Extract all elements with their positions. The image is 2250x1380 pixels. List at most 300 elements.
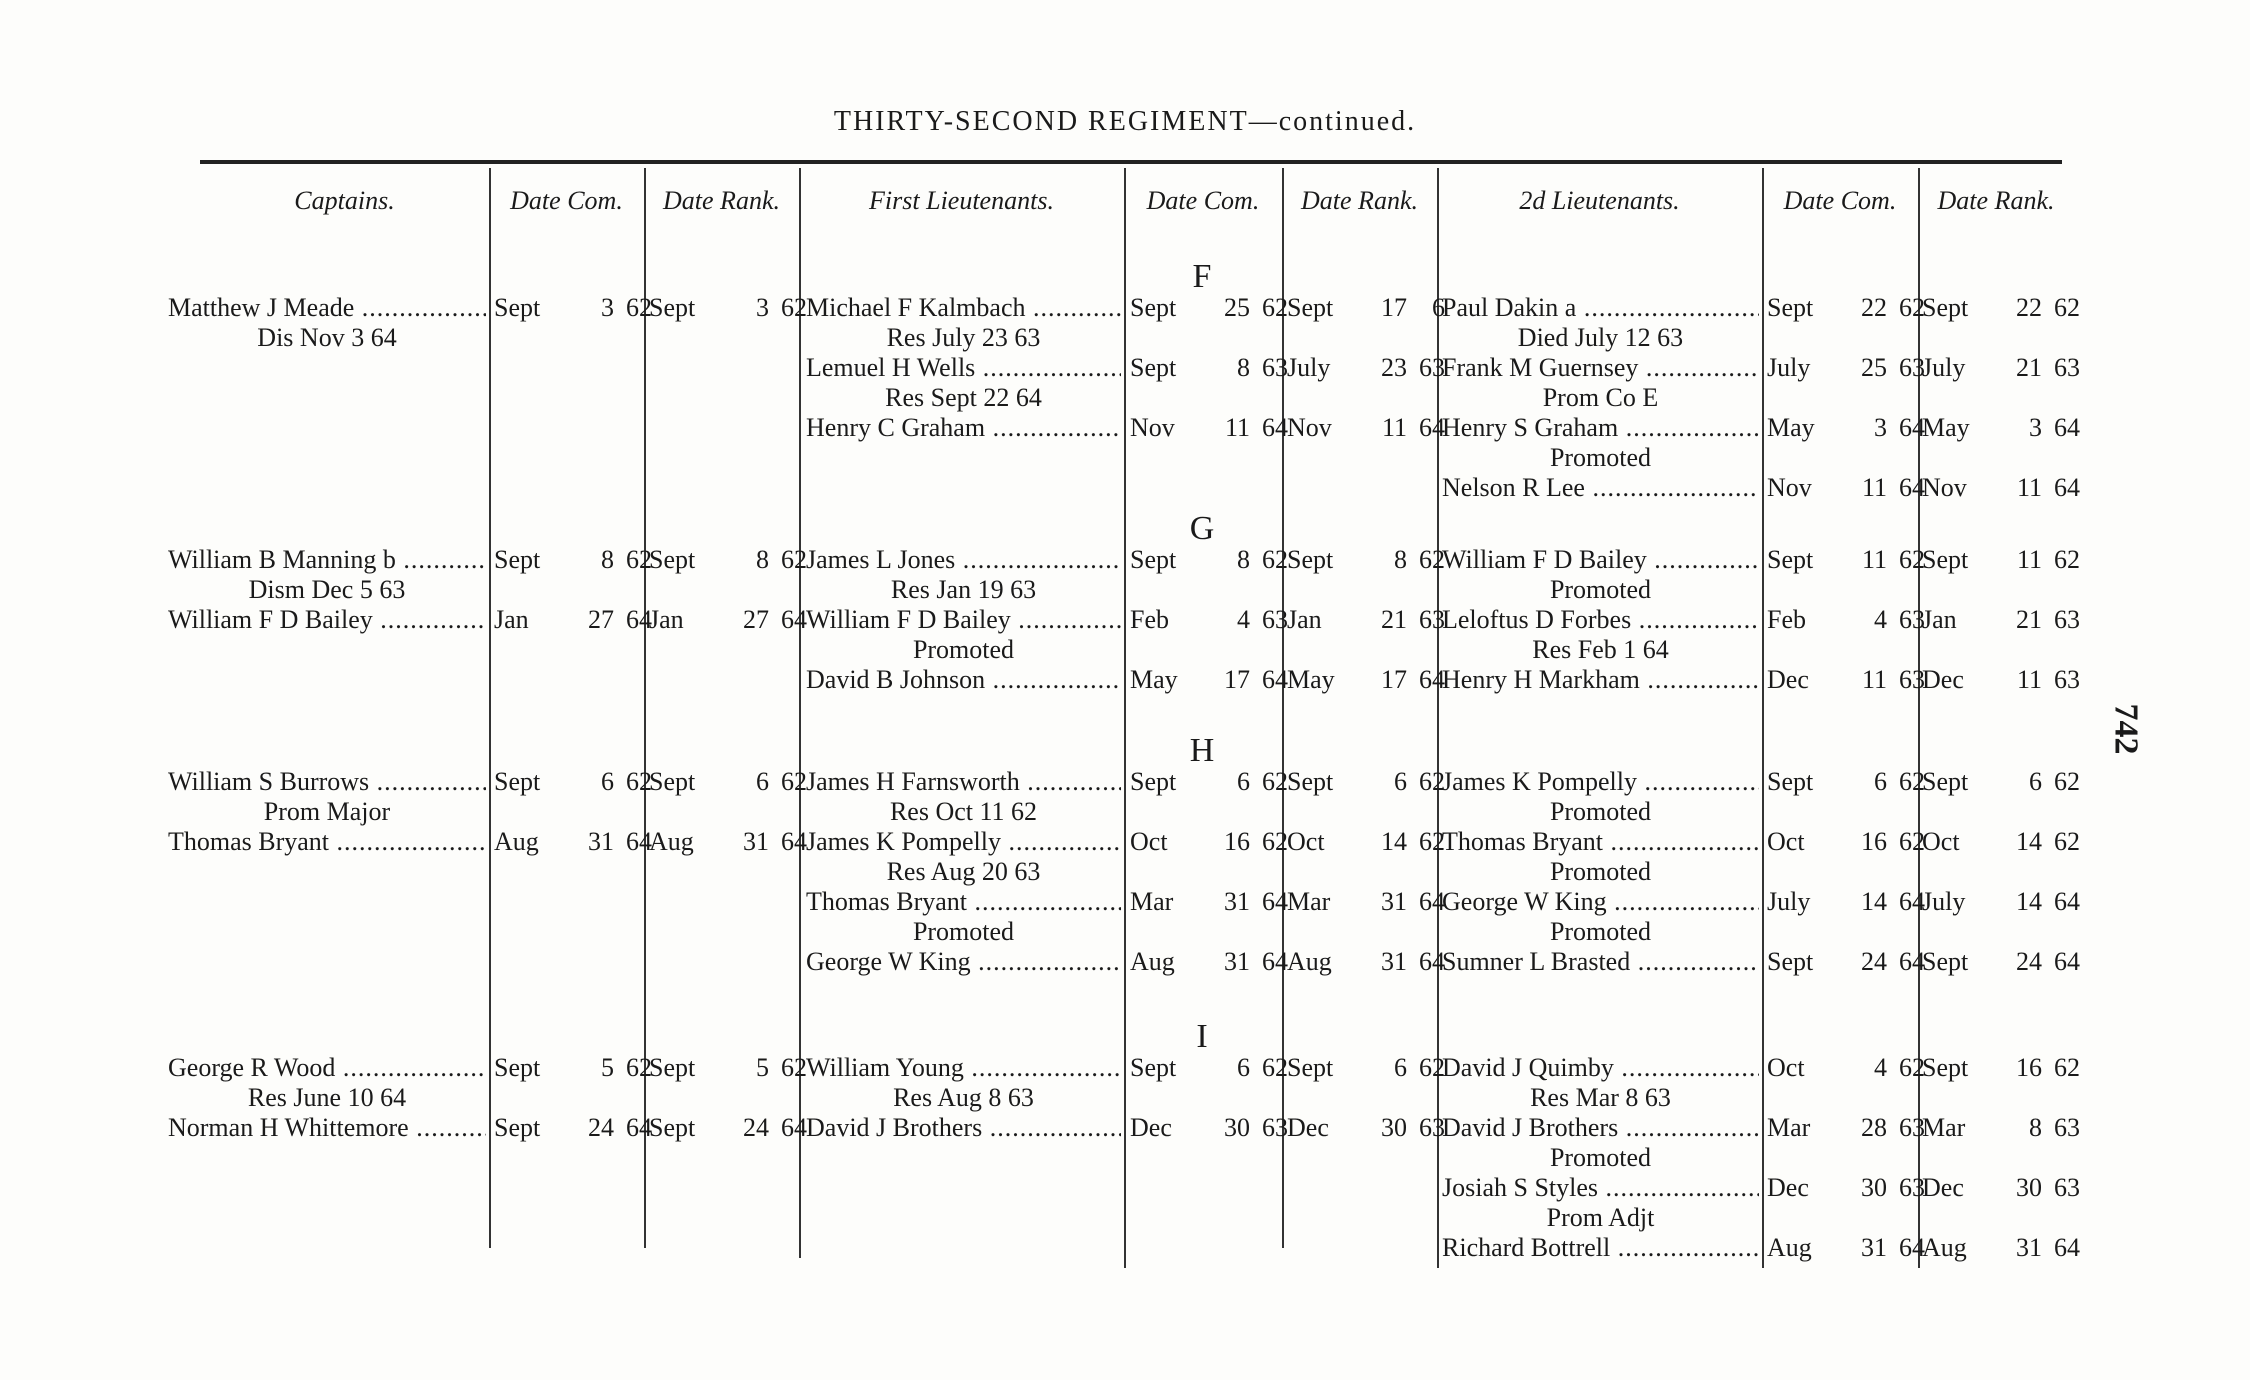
second-date-rank-year: 62 xyxy=(2054,1053,2080,1082)
cap-name: George R Wood ..... xyxy=(168,1053,486,1083)
cap-note: Dism Dec 5 63 xyxy=(248,575,406,604)
first-date-rank-year: 62 xyxy=(1419,827,1445,856)
first-date-com-year: 63 xyxy=(1262,1113,1288,1142)
column-divider xyxy=(1282,168,1284,1248)
second-date-rank-month: Sept xyxy=(1922,1053,1969,1082)
first-date-rank-month: Jan xyxy=(1287,605,1322,634)
cap-note: Prom Major xyxy=(263,797,391,826)
first-date-rank xyxy=(1287,1113,1445,1143)
second-date-rank xyxy=(1922,665,2080,695)
first-date-rank-month: Sept xyxy=(1287,767,1334,796)
second-date-rank-day: 14 xyxy=(2016,827,2042,856)
first-date-rank-day: 14 xyxy=(1381,827,1407,856)
second-date-com-day: 4 xyxy=(1874,605,1887,634)
second-note: Promoted xyxy=(1549,575,1652,604)
second-date-rank-year: 63 xyxy=(2054,1113,2080,1142)
header-captain-date-rank: Date Rank. xyxy=(663,186,780,215)
first-date-rank-year: 63 xyxy=(1419,353,1445,382)
cap-name: Matthew J Meade ..... xyxy=(168,293,486,323)
first-date-com-day: 31 xyxy=(1224,947,1250,976)
first-date-rank xyxy=(1287,545,1445,575)
cap-date-rank xyxy=(649,827,807,857)
first-date-com-month: Sept xyxy=(1130,293,1177,322)
second-date-com xyxy=(1767,947,1925,977)
header-second-date-com: Date Com. xyxy=(1783,186,1897,215)
second-note: Prom Adjt xyxy=(1546,1203,1655,1232)
column-divider xyxy=(1124,168,1126,1268)
second-date-com xyxy=(1767,545,1925,575)
cap-date-com-month: Jan xyxy=(494,605,529,634)
company-label: F xyxy=(1192,258,1212,295)
cap-date-rank xyxy=(649,1053,807,1083)
second-date-rank-day: 11 xyxy=(2016,473,2042,502)
second-date-rank-year: 62 xyxy=(2054,827,2080,856)
second-date-rank-day: 21 xyxy=(2016,605,2042,634)
second-date-rank xyxy=(1922,947,2080,977)
second-date-com-year: 64 xyxy=(1899,413,1925,442)
first-date-rank xyxy=(1287,665,1445,695)
first-date-rank-day: 17 xyxy=(1381,665,1407,694)
cap-date-com-month: Sept xyxy=(494,767,541,796)
cap-date-rank xyxy=(649,545,807,575)
cap-date-rank-year: 62 xyxy=(781,293,807,322)
first-date-com-year: 64 xyxy=(1262,665,1288,694)
first-note: Promoted xyxy=(912,635,1015,664)
second-date-com-month: Nov xyxy=(1767,473,1812,502)
cap-date-rank-day: 27 xyxy=(743,605,769,634)
cap-date-rank-month: Sept xyxy=(649,1113,696,1142)
column-divider xyxy=(644,168,646,1248)
page-number: 742 xyxy=(2107,703,2145,755)
first-date-com xyxy=(1130,413,1288,443)
first-note: Res Jan 19 63 xyxy=(890,575,1037,604)
second-date-rank-month: Dec xyxy=(1922,1173,1964,1202)
cap-name: William S Burrows ..... xyxy=(168,767,486,797)
second-note: Promoted xyxy=(1549,443,1652,472)
first-date-rank-month: Nov xyxy=(1287,413,1332,442)
first-date-com-year: 63 xyxy=(1262,353,1288,382)
second-date-rank xyxy=(1922,1173,2080,1203)
second-note: Promoted xyxy=(1549,1143,1652,1172)
second-name: Leloftus D Forbes ..... xyxy=(1442,605,1759,635)
first-date-rank-year: 64 xyxy=(1419,413,1445,442)
second-date-rank-year: 64 xyxy=(2054,1233,2080,1262)
cap-date-rank xyxy=(649,767,807,797)
second-date-com-month: Dec xyxy=(1767,665,1809,694)
cap-date-com-day: 8 xyxy=(601,545,614,574)
second-date-rank-month: Dec xyxy=(1922,665,1964,694)
second-date-com-year: 63 xyxy=(1899,1173,1925,1202)
first-date-rank-year: 62 xyxy=(1419,1053,1445,1082)
second-date-com xyxy=(1767,665,1925,695)
first-date-rank-day: 23 xyxy=(1381,353,1407,382)
second-name: Nelson R Lee ..... xyxy=(1442,473,1759,503)
first-date-com xyxy=(1130,665,1288,695)
second-date-com-day: 24 xyxy=(1861,947,1887,976)
first-note: Res Oct 11 62 xyxy=(889,797,1038,826)
cap-date-rank xyxy=(649,605,807,635)
first-date-rank-month: May xyxy=(1287,665,1335,694)
first-date-com-day: 8 xyxy=(1237,353,1250,382)
second-date-rank xyxy=(1922,1113,2080,1143)
column-divider xyxy=(489,168,491,1248)
first-date-com xyxy=(1130,827,1288,857)
cap-date-com-day: 27 xyxy=(588,605,614,634)
first-date-com-month: Nov xyxy=(1130,413,1175,442)
second-date-rank-year: 63 xyxy=(2054,605,2080,634)
first-date-rank xyxy=(1287,605,1445,635)
second-date-com-year: 62 xyxy=(1899,1053,1925,1082)
cap-date-rank xyxy=(649,1113,807,1143)
second-note: Res Feb 1 64 xyxy=(1532,635,1669,664)
second-date-com-month: May xyxy=(1767,413,1815,442)
second-date-com-year: 63 xyxy=(1899,1113,1925,1142)
first-date-rank-month: Mar xyxy=(1287,887,1331,916)
second-date-rank-day: 31 xyxy=(2016,1233,2042,1262)
second-date-rank-month: Nov xyxy=(1922,473,1967,502)
second-date-com-day: 4 xyxy=(1874,1053,1887,1082)
cap-date-com xyxy=(494,293,652,323)
first-date-com-year: 62 xyxy=(1262,767,1288,796)
first-date-com-year: 62 xyxy=(1262,293,1288,322)
first-date-rank-day: 31 xyxy=(1381,887,1407,916)
second-date-com-day: 11 xyxy=(1861,665,1887,694)
cap-date-com-year: 64 xyxy=(626,827,652,856)
first-date-com-year: 62 xyxy=(1262,545,1288,574)
second-name: Paul Dakin a ..... xyxy=(1442,293,1759,323)
first-date-com-month: Sept xyxy=(1130,545,1177,574)
cap-date-com-day: 6 xyxy=(601,767,614,796)
header-first-date-rank: Date Rank. xyxy=(1301,186,1418,215)
cap-date-rank-year: 62 xyxy=(781,767,807,796)
second-name: Thomas Bryant ..... xyxy=(1442,827,1759,857)
second-date-rank-day: 6 xyxy=(2029,767,2042,796)
first-name: David J Brothers ..... xyxy=(806,1113,1121,1143)
second-date-rank-month: Mar xyxy=(1922,1113,1966,1142)
second-date-com-year: 64 xyxy=(1899,1233,1925,1262)
first-date-com-day: 4 xyxy=(1237,605,1250,634)
cap-date-rank-month: Aug xyxy=(649,827,694,856)
first-date-rank-year: 63 xyxy=(1419,1113,1445,1142)
cap-date-rank-day: 8 xyxy=(756,545,769,574)
second-date-com-month: Sept xyxy=(1767,293,1814,322)
second-date-rank-month: Aug xyxy=(1922,1233,1967,1262)
second-date-rank xyxy=(1922,605,2080,635)
first-date-com-day: 6 xyxy=(1237,767,1250,796)
first-note: Promoted xyxy=(912,917,1015,946)
company-label: I xyxy=(1196,1018,1208,1055)
column-divider xyxy=(1762,168,1764,1268)
second-date-com xyxy=(1767,413,1925,443)
second-note: Died July 12 63 xyxy=(1517,323,1684,352)
second-date-com xyxy=(1767,827,1925,857)
second-date-com xyxy=(1767,473,1925,503)
second-date-com-month: Sept xyxy=(1767,545,1814,574)
second-date-com-month: July xyxy=(1767,353,1811,382)
first-date-rank-month: Sept xyxy=(1287,545,1334,574)
first-date-com xyxy=(1130,353,1288,383)
second-name: Sumner L Brasted ..... xyxy=(1442,947,1759,977)
second-date-rank xyxy=(1922,293,2080,323)
second-date-com-month: Feb xyxy=(1767,605,1806,634)
first-name: George W King ..... xyxy=(806,947,1121,977)
second-date-com-year: 63 xyxy=(1899,353,1925,382)
second-date-rank-day: 11 xyxy=(2016,665,2042,694)
first-date-rank-day: 21 xyxy=(1381,605,1407,634)
first-date-rank-month: Aug xyxy=(1287,947,1332,976)
first-date-com-year: 64 xyxy=(1262,887,1288,916)
second-date-com xyxy=(1767,353,1925,383)
first-date-com-day: 16 xyxy=(1224,827,1250,856)
second-date-com-day: 28 xyxy=(1861,1113,1887,1142)
first-date-com xyxy=(1130,887,1288,917)
second-date-com xyxy=(1767,605,1925,635)
column-divider xyxy=(1918,168,1920,1268)
second-date-rank-day: 16 xyxy=(2016,1053,2042,1082)
first-date-com-month: Sept xyxy=(1130,767,1177,796)
second-date-com-day: 16 xyxy=(1861,827,1887,856)
second-date-rank xyxy=(1922,1053,2080,1083)
first-date-com-year: 64 xyxy=(1262,947,1288,976)
second-date-rank-day: 30 xyxy=(2016,1173,2042,1202)
cap-name: William B Manning b ..... xyxy=(168,545,486,575)
cap-date-com-month: Sept xyxy=(494,1113,541,1142)
second-date-com xyxy=(1767,1233,1925,1263)
second-date-com-day: 3 xyxy=(1874,413,1887,442)
cap-date-rank-year: 62 xyxy=(781,1053,807,1082)
first-date-rank-month: July xyxy=(1287,353,1331,382)
first-date-com-day: 25 xyxy=(1224,293,1250,322)
second-date-rank xyxy=(1922,353,2080,383)
second-date-rank-day: 3 xyxy=(2029,413,2042,442)
second-date-rank-day: 21 xyxy=(2016,353,2042,382)
first-date-rank-day: 6 xyxy=(1394,1053,1407,1082)
second-name: James K Pompelly ..... xyxy=(1442,767,1759,797)
first-date-rank-month: Dec xyxy=(1287,1113,1329,1142)
cap-date-com xyxy=(494,1113,652,1143)
second-date-com-day: 11 xyxy=(1861,545,1887,574)
cap-date-rank-year: 64 xyxy=(781,1113,807,1142)
second-name: Josiah S Styles ..... xyxy=(1442,1173,1759,1203)
second-name: George W King ..... xyxy=(1442,887,1759,917)
cap-date-rank-year: 62 xyxy=(781,545,807,574)
second-note: Res Mar 8 63 xyxy=(1530,1083,1671,1112)
first-date-rank-year: 63 xyxy=(1419,605,1445,634)
company-label: G xyxy=(1189,510,1215,547)
first-date-rank-year: 64 xyxy=(1419,887,1445,916)
second-date-com-month: Dec xyxy=(1767,1173,1809,1202)
first-date-com-year: 63 xyxy=(1262,605,1288,634)
cap-date-com-year: 64 xyxy=(626,1113,652,1142)
second-date-rank-day: 22 xyxy=(2016,293,2042,322)
first-date-rank xyxy=(1287,827,1445,857)
cap-date-com xyxy=(494,605,652,635)
second-name: William F D Bailey ..... xyxy=(1442,545,1759,575)
first-date-com-day: 30 xyxy=(1224,1113,1250,1142)
cap-date-com-month: Sept xyxy=(494,1053,541,1082)
second-date-com-year: 62 xyxy=(1899,545,1925,574)
first-date-com xyxy=(1130,293,1288,323)
first-date-rank-day: 8 xyxy=(1394,545,1407,574)
cap-date-rank-day: 3 xyxy=(756,293,769,322)
first-date-com xyxy=(1130,1053,1288,1083)
second-date-rank xyxy=(1922,473,2080,503)
first-date-com-day: 31 xyxy=(1224,887,1250,916)
cap-date-com xyxy=(494,545,652,575)
first-date-com-year: 62 xyxy=(1262,1053,1288,1082)
cap-date-com xyxy=(494,827,652,857)
cap-date-com-year: 62 xyxy=(626,545,652,574)
second-date-com xyxy=(1767,1053,1925,1083)
first-date-com-month: Feb xyxy=(1130,605,1169,634)
cap-note: Res June 10 64 xyxy=(247,1083,407,1112)
second-date-rank xyxy=(1922,767,2080,797)
second-name: David J Quimby ..... xyxy=(1442,1053,1759,1083)
second-date-rank-month: Jan xyxy=(1922,605,1957,634)
cap-date-rank-day: 5 xyxy=(756,1053,769,1082)
second-date-rank-year: 64 xyxy=(2054,947,2080,976)
second-date-rank-year: 64 xyxy=(2054,413,2080,442)
cap-date-com-year: 62 xyxy=(626,767,652,796)
cap-date-rank-month: Jan xyxy=(649,605,684,634)
first-date-rank-month: Oct xyxy=(1287,827,1325,856)
second-name: Richard Bottrell ..... xyxy=(1442,1233,1759,1263)
first-date-rank-year: 64 xyxy=(1419,665,1445,694)
first-name: William Young ..... xyxy=(806,1053,1121,1083)
cap-date-rank-month: Sept xyxy=(649,1053,696,1082)
first-date-com-day: 17 xyxy=(1224,665,1250,694)
cap-date-rank-year: 64 xyxy=(781,605,807,634)
first-date-rank xyxy=(1287,293,1445,323)
first-date-rank-day: 11 xyxy=(1381,413,1407,442)
second-date-com-day: 22 xyxy=(1861,293,1887,322)
second-date-rank-month: Sept xyxy=(1922,545,1969,574)
second-date-rank xyxy=(1922,887,2080,917)
header-second-lieutenants: 2d Lieutenants. xyxy=(1519,186,1680,215)
second-date-com-year: 62 xyxy=(1899,827,1925,856)
header-first-date-com: Date Com. xyxy=(1146,186,1260,215)
first-date-rank-day: 6 xyxy=(1394,767,1407,796)
second-date-com-year: 64 xyxy=(1899,473,1925,502)
cap-date-com-month: Sept xyxy=(494,545,541,574)
second-date-com-month: Sept xyxy=(1767,947,1814,976)
cap-date-com xyxy=(494,767,652,797)
second-date-com xyxy=(1767,767,1925,797)
second-date-com-month: Oct xyxy=(1767,1053,1805,1082)
second-date-rank-month: May xyxy=(1922,413,1970,442)
second-date-rank-month: Sept xyxy=(1922,947,1969,976)
second-date-com-month: July xyxy=(1767,887,1811,916)
second-date-rank-year: 63 xyxy=(2054,665,2080,694)
cap-date-rank-day: 24 xyxy=(743,1113,769,1142)
second-date-com xyxy=(1767,293,1925,323)
page-title: THIRTY-SECOND REGIMENT—continued. xyxy=(833,106,1417,137)
second-date-rank-month: Oct xyxy=(1922,827,1960,856)
first-date-rank xyxy=(1287,767,1445,797)
second-date-rank xyxy=(1922,545,2080,575)
first-date-com-year: 64 xyxy=(1262,413,1288,442)
first-date-rank xyxy=(1287,413,1445,443)
second-date-com-day: 31 xyxy=(1861,1233,1887,1262)
header-first-lieutenants: First Lieutenants. xyxy=(869,186,1054,215)
first-date-com-month: Aug xyxy=(1130,947,1175,976)
first-date-com-day: 8 xyxy=(1237,545,1250,574)
column-divider xyxy=(1437,168,1439,1268)
second-date-rank-day: 14 xyxy=(2016,887,2042,916)
second-date-com xyxy=(1767,1113,1925,1143)
cap-date-com-day: 31 xyxy=(588,827,614,856)
first-date-com xyxy=(1130,605,1288,635)
second-date-com-day: 6 xyxy=(1874,767,1887,796)
first-name: James K Pompelly ..... xyxy=(806,827,1121,857)
first-note: Res Sept 22 64 xyxy=(885,383,1042,412)
second-date-rank-day: 24 xyxy=(2016,947,2042,976)
first-date-rank-year: 62 xyxy=(1419,545,1445,574)
first-date-com-day: 6 xyxy=(1237,1053,1250,1082)
cap-date-rank-day: 31 xyxy=(743,827,769,856)
first-date-rank-month: Sept xyxy=(1287,293,1334,322)
second-date-com-month: Sept xyxy=(1767,767,1814,796)
first-date-com xyxy=(1130,545,1288,575)
cap-date-com-day: 24 xyxy=(588,1113,614,1142)
first-date-rank-day: 30 xyxy=(1381,1113,1407,1142)
second-date-rank-day: 8 xyxy=(2029,1113,2042,1142)
first-name: Henry C Graham ..... xyxy=(806,413,1121,443)
second-date-rank-year: 63 xyxy=(2054,1173,2080,1202)
column-divider xyxy=(799,168,801,1258)
second-date-rank-month: July xyxy=(1922,353,1966,382)
second-date-com-year: 62 xyxy=(1899,293,1925,322)
first-date-com-year: 62 xyxy=(1262,827,1288,856)
cap-date-com-year: 62 xyxy=(626,293,652,322)
second-date-com xyxy=(1767,1173,1925,1203)
second-name: Henry H Markham ..... xyxy=(1442,665,1759,695)
first-name: James L Jones ..... xyxy=(806,545,1121,575)
second-date-rank-year: 62 xyxy=(2054,767,2080,796)
first-name: David B Johnson ..... xyxy=(806,665,1121,695)
first-name: William F D Bailey ..... xyxy=(806,605,1121,635)
cap-note: Dis Nov 3 64 xyxy=(257,323,397,352)
second-date-com-year: 63 xyxy=(1899,665,1925,694)
first-date-rank xyxy=(1287,947,1445,977)
second-note: Promoted xyxy=(1549,797,1652,826)
first-date-com-month: May xyxy=(1130,665,1178,694)
second-date-com-day: 25 xyxy=(1861,353,1887,382)
second-date-rank-year: 64 xyxy=(2054,473,2080,502)
first-date-com xyxy=(1130,767,1288,797)
first-name: James H Farnsworth ..... xyxy=(806,767,1121,797)
cap-date-rank xyxy=(649,293,807,323)
second-date-com xyxy=(1767,887,1925,917)
header-second-date-rank: Date Rank. xyxy=(1937,186,2055,215)
second-date-rank xyxy=(1922,1233,2080,1263)
cap-date-com xyxy=(494,1053,652,1083)
second-date-com-day: 11 xyxy=(1861,473,1887,502)
second-date-com-year: 64 xyxy=(1899,947,1925,976)
cap-date-rank-day: 6 xyxy=(756,767,769,796)
second-date-com-month: Aug xyxy=(1767,1233,1812,1262)
first-date-rank-year: 64 xyxy=(1419,947,1445,976)
first-date-rank-month: Sept xyxy=(1287,1053,1334,1082)
first-date-rank-day: 17 xyxy=(1381,293,1407,322)
second-date-rank xyxy=(1922,413,2080,443)
first-date-com-day: 11 xyxy=(1224,413,1250,442)
second-date-com-month: Mar xyxy=(1767,1113,1811,1142)
first-date-rank-year: 6 xyxy=(1432,293,1445,322)
header-captain-date-com: Date Com. xyxy=(510,186,623,215)
second-name: Frank M Guernsey ..... xyxy=(1442,353,1759,383)
second-date-rank-year: 63 xyxy=(2054,353,2080,382)
